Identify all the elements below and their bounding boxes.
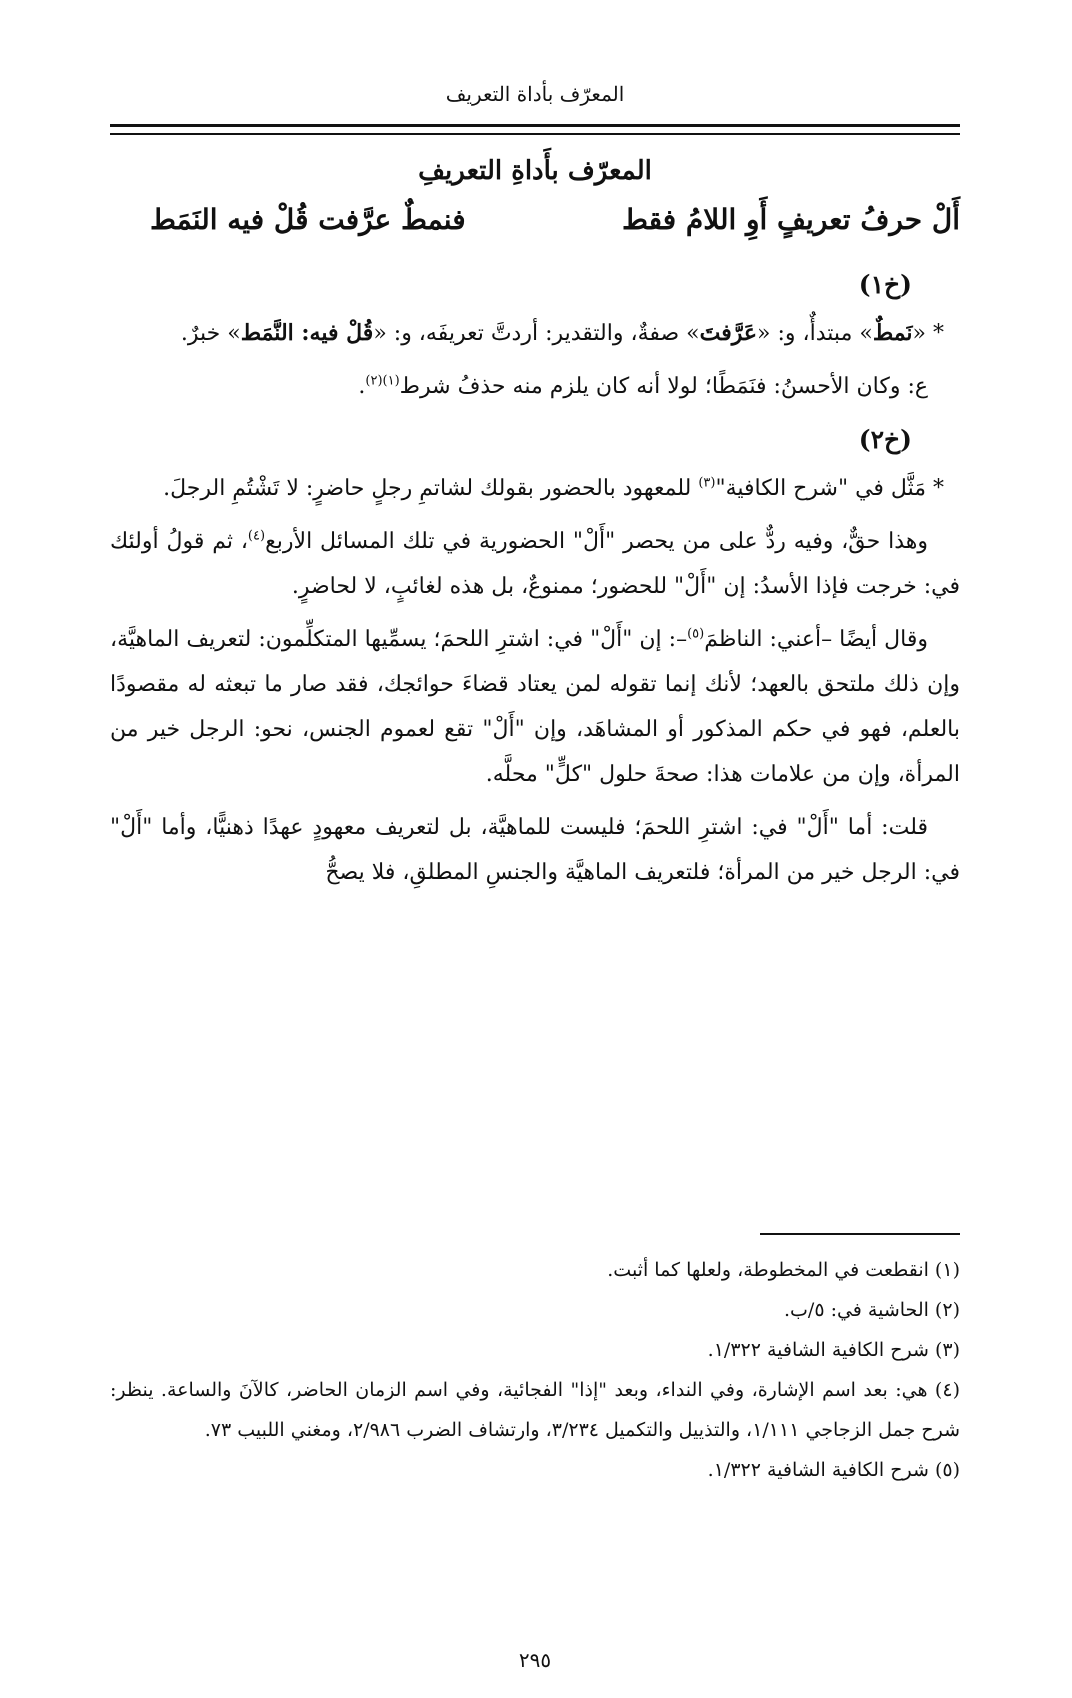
text-run: وقال أيضًا –أعني: الناظمَ <box>704 627 928 652</box>
text-run: » مبتدأٌ، و: « <box>757 321 873 346</box>
paragraph-rebuttal <box>110 519 960 609</box>
footnote-ref-5: (٥) <box>687 626 705 642</box>
verse-hemistich-second: فنمطٌ عرَّفت قُلْ فيه النَمَط <box>150 203 466 236</box>
text-run: . <box>358 374 366 399</box>
footnote-ref-4: (٤) <box>247 528 266 544</box>
page-number: ٢٩٥ <box>518 1648 552 1672</box>
footnote-5: (٥) شرح الكافية الشافية ١/٣٢٢. <box>707 1459 960 1481</box>
manuscript-marker-2: (خ٢) <box>858 425 912 454</box>
footnotes <box>110 1250 960 1490</box>
text-run: للمعهود بالحضور بقولك لشاتمِ رجلٍ حاضرٍ: لا تَشْتُمِ الرجلَ. <box>163 476 699 501</box>
manuscript-marker-1: (خ١) <box>858 270 912 299</box>
header-rule-thick <box>110 124 960 127</box>
header-rule-thin <box>110 133 960 135</box>
footnote-3: (٣) شرح الكافية الشافية ١/٣٢٢. <box>707 1339 960 1361</box>
text-run: وهذا حقٌّ، وفيه ردٌّ على من يحصر "أَلْ" الحضورية في تلك المسائل الأربع <box>265 529 928 554</box>
paragraph-note-ayn <box>110 364 960 409</box>
verse-hemistich-first: أَلْ حرفُ تعريفٍ أَوِ اللامُ فقط <box>622 203 960 236</box>
paragraph-qultu: قلت: أما "أَلْ" في: اشترِ اللحمَ؛ فليست للماهيَّة، بل لتعريف معهودٍ عهدًا ذهنيًّا، وأما "أَلْ" في: الرجل خير من المرأة؛ فلتعريف الماهيَّة والجنسِ المطلقِ، فلا يصحُّ <box>110 815 960 885</box>
running-header: المعرّف بأداة التعريف <box>445 82 625 106</box>
footnote-1: (١) انقطعت في المخطوطة، ولعلها كما أثبت. <box>607 1259 960 1281</box>
term-arrafat: عَرَّفتَ <box>699 320 758 346</box>
text-run: » خبرٌ. <box>180 321 241 346</box>
section-title: المعرّف بأَداةِ التعريفِ <box>418 156 652 186</box>
term-namat: نَمطٌ <box>872 320 913 346</box>
text-run: * مَثَّل في "شرح الكافية" <box>715 476 944 501</box>
text-run: –: إن "أَلْ" في: اشترِ اللحمَ؛ يسمِّيها المتكلِّمون: لتعريف الماهيَّة، وإن ذلك ملتحق بالعهد؛ لأنك إنما تقوله لمن يعتاد قضاءَ حوائجك، فقد صار ما تبعثه له مقصودًا بالعلم، فهو في حكم المذكور أو المشاهَد، وإن "أَلْ" تقع لعموم الجنس، نحو: الرجل خير من المرأة، وإن من علامات هذا: صحةَ حلول "كلٍّ" محلَّه. <box>110 627 960 787</box>
footnote-ref-1-2: (١)(٢) <box>365 373 400 389</box>
text-run: ع: وكان الأحسنُ: فنَمَطًا؛ لولا أنه كان يلزم منه حذفُ شرط <box>399 374 928 399</box>
text-run: » صفةٌ، والتقدير: أردتَّ تعريفَه، و: « <box>373 321 700 346</box>
term-qul-fih: قُلْ فيه: النَّمَط <box>240 320 374 346</box>
paragraph-nazim-quote <box>110 617 960 797</box>
commentary-body <box>110 262 960 903</box>
footnote-4: (٤) هي: بعد اسم الإشارة، وفي النداء، وبعد "إذا" الفجائية، وفي اسم الزمان الحاضر، كالآنَ والساعة. ينظر: شرح جمل الزجاجي ١/١١١، والتذييل والتكميل ٣/٢٣٤، وارتشاف الضرب ٢/٩٨٦، ومغني اللبيب ٧٣. <box>110 1379 960 1441</box>
paragraph-example <box>110 466 960 511</box>
text-run: * « <box>912 321 944 346</box>
footnote-separator <box>760 1233 960 1235</box>
footnote-2: (٢) الحاشية في: ٥/ب. <box>783 1299 960 1321</box>
text-run: ، ثم قولُ أولئك في: خرجت فإذا الأسدُ: إن "أَلْ" للحضور؛ ممنوعٌ، بل هذه لغائبٍ، لا لحاضرٍ. <box>110 529 960 599</box>
footnote-ref-3: (٣) <box>698 475 716 491</box>
paragraph-parsing <box>110 311 960 356</box>
